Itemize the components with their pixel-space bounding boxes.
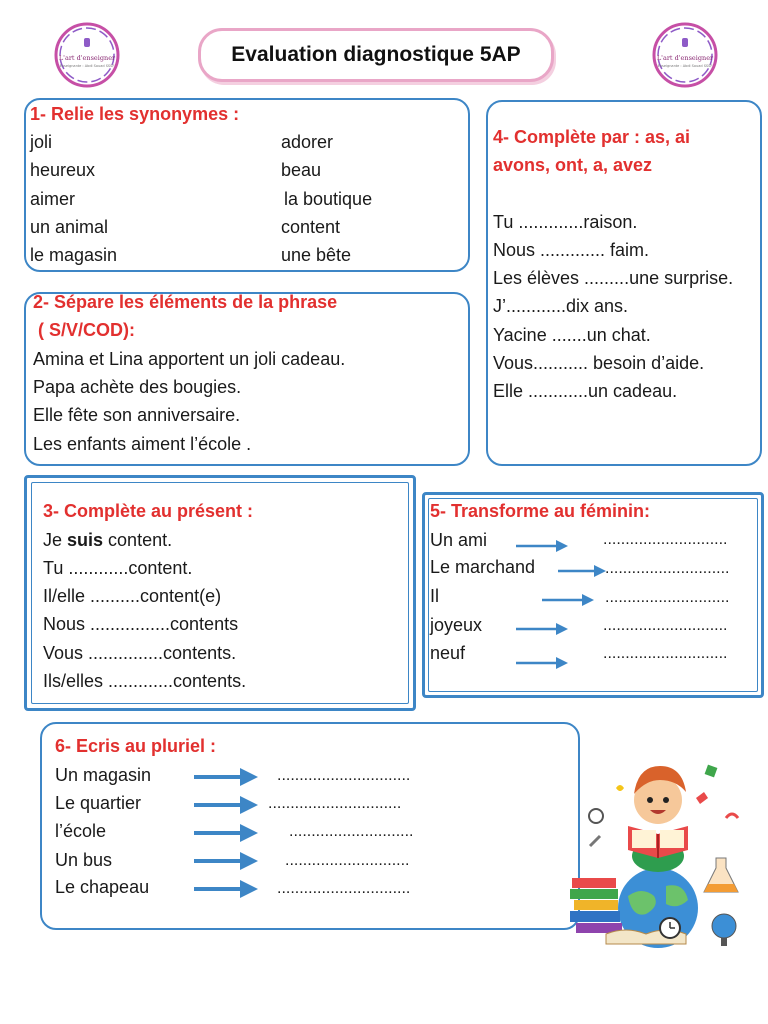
ex1-right-item: beau <box>281 160 322 180</box>
ex6-word: Le quartier <box>55 793 142 813</box>
ex4-line: Tu .............raison. <box>493 212 638 232</box>
arrow-right-icon <box>514 621 570 637</box>
svg-text:Enseignante : Abdi Souad SSSF: Enseignante : Abdi Souad SSSF <box>59 64 115 68</box>
ex2-sentence: Les enfants aiment l’école . <box>33 434 252 454</box>
ex5-answer-blank: ............................ <box>605 589 730 606</box>
arrow-right-icon <box>192 766 260 788</box>
ex2-sentence: Papa achète des bougies. <box>33 377 242 397</box>
ex5-word: Le marchand <box>430 557 536 577</box>
ex1-right-item: la boutique <box>284 189 373 209</box>
exercise-5-title: 5- Transforme au féminin: <box>430 501 651 521</box>
arrow-right-icon <box>540 592 596 608</box>
svg-text:L'art d'enseigner: L'art d'enseigner <box>58 54 116 62</box>
ex5-answer-blank: ............................ <box>605 560 730 577</box>
ex5-answer-blank: ............................ <box>603 531 728 548</box>
ex1-left-item: aimer <box>30 189 76 209</box>
ex1-left-item: un animal <box>30 217 109 237</box>
ex3-line: Tu ............content. <box>43 558 193 578</box>
ex6-answer-blank: .............................. <box>277 880 411 897</box>
ex2-sentence: Elle fête son anniversaire. <box>33 405 241 425</box>
ex3-line: Nous ................contents <box>43 614 239 634</box>
student-reading-illustration <box>566 758 756 950</box>
exercise-6-title: 6- Ecris au pluriel : <box>55 736 217 756</box>
ex3-example-verb: suis <box>67 530 104 550</box>
ex4-line: Nous ............. faim. <box>493 240 650 260</box>
ex4-line: Les élèves .........une surprise. <box>493 268 734 288</box>
ex1-right-item: content <box>281 217 341 237</box>
ex4-line: Yacine .......un chat. <box>493 325 651 345</box>
ex6-word: Le chapeau <box>55 877 150 897</box>
ex1-left-item: le magasin <box>30 245 118 265</box>
exercise-4-subtitle: avons, ont, a, avez <box>493 155 653 175</box>
ex3-line: Vous ...............contents. <box>43 643 237 663</box>
ex1-right-item: adorer <box>281 132 334 152</box>
arrow-right-icon <box>192 878 260 900</box>
arrow-right-icon <box>514 655 570 671</box>
page-title: Evaluation diagnostique 5AP <box>198 28 554 82</box>
ex5-word: joyeux <box>430 615 483 635</box>
ex3-pronoun: Je <box>43 530 68 550</box>
ex3-line-first <box>43 530 172 551</box>
exercise-4-title: 4- Complète par : as, ai <box>493 127 691 147</box>
ex1-left-item: heureux <box>30 160 96 180</box>
ex4-line: Elle ............un cadeau. <box>493 381 678 401</box>
exercise-3-title: 3- Complète au présent : <box>43 501 254 521</box>
arrow-right-icon <box>514 538 570 554</box>
ex6-word: Un bus <box>55 850 113 870</box>
ex4-line: Vous........... besoin d’aide. <box>493 353 705 373</box>
ex5-word: Un ami <box>430 530 488 550</box>
ex3-line: Ils/elles .............contents. <box>43 671 247 691</box>
ex6-answer-blank: ............................ <box>285 852 410 869</box>
exercise-2-subtitle: ( S/V/COD): <box>38 320 135 340</box>
logo-right <box>650 20 720 90</box>
logo-left <box>52 20 122 90</box>
ex3-adjective: content. <box>103 530 173 550</box>
arrow-right-icon <box>192 822 260 844</box>
ex2-sentence: Amina et Lina apportent un joli cadeau. <box>33 349 346 369</box>
arrow-right-icon <box>192 850 260 872</box>
ex1-right-item: une bête <box>281 245 352 265</box>
exercise-1-title: 1- Relie les synonymes : <box>30 104 240 124</box>
ex3-line: Il/elle ..........content(e) <box>43 586 222 606</box>
svg-text:Enseignante : Abdi Souad SSSF: Enseignante : Abdi Souad SSSF <box>657 64 713 68</box>
ex5-answer-blank: ............................ <box>603 645 728 662</box>
ex5-word: Il <box>430 586 439 606</box>
arrow-right-icon <box>192 794 260 816</box>
arrow-right-icon <box>556 563 608 579</box>
ex4-line: J’............dix ans. <box>493 296 629 316</box>
ex6-answer-blank: ............................ <box>289 823 414 840</box>
exercise-2-title: 2- Sépare les éléments de la phrase <box>33 292 338 312</box>
svg-text:L'art d'enseigner: L'art d'enseigner <box>656 54 714 62</box>
ex5-word: neuf <box>430 643 466 663</box>
ex6-answer-blank: .............................. <box>277 767 411 784</box>
ex6-word: l’école <box>55 821 107 841</box>
ex6-word: Un magasin <box>55 765 152 785</box>
ex5-answer-blank: ............................ <box>603 617 728 634</box>
ex6-answer-blank: .............................. <box>268 795 402 812</box>
ex1-left-item: joli <box>30 132 53 152</box>
